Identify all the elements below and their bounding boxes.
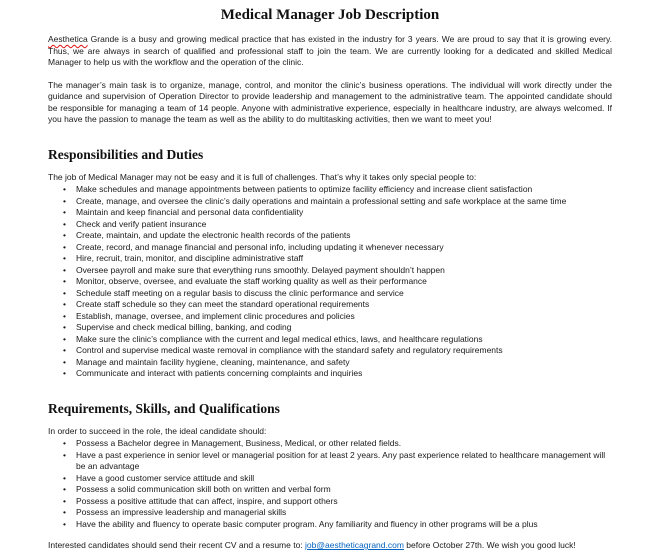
bullet-item: • Check and verify patient insurance [76,219,612,231]
intro-paragraph-1-text: Grande is a busy and growing medical practice that has existed in the industry for 3 years. We are proud to say that it is growing every. Thus, we are always in search of qualified and professional staff to join the team. We are currently looking for a dedicated and skilled Medical Manager to help us with the workflow and the operation of the clinic. [48,34,612,67]
bullet-item: • Maintain and keep financial and personal data confidentiality [76,207,612,219]
responsibilities-heading: Responsibilities and Duties [48,146,204,162]
bullet-item: • Schedule staff meeting on a regular basis to discuss the clinic performance and service [76,288,612,300]
bullet-item: • Manage and maintain facility hygiene, cleaning, maintenance, and safety [76,357,612,369]
requirements-heading: Requirements, Skills, and Qualifications [48,400,280,416]
bullet-item: • Establish, manage, oversee, and implement clinic procedures and policies [76,311,612,323]
bullet-item: • Have a past experience in senior level or managerial position for at least 2 years. Any past experience related to healthcare management will be an advantage [76,450,612,473]
section-requirements [48,400,612,531]
closing-paragraph [48,540,612,552]
bullet-item: • Supervise and check medical billing, banking, and coding [76,322,612,334]
bullet-item: • Create, maintain, and update the electronic health records of the patients [76,230,612,242]
bullet-item: • Control and supervise medical waste removal in compliance with the standard safety and regulatory requirements [76,345,612,357]
bullet-item: • Create, manage, and oversee the clinic’s daily operations and maintain a professional setting and safe workplace at the same time [76,196,612,208]
email-link[interactable]: job@aestheticagrand.com [305,540,404,550]
bullet-item: • Make sure the clinic’s compliance with the current and legal medical ethics, laws, and healthcare regulations [76,334,612,346]
bullet-item: • Possess a Bachelor degree in Management, Business, Medical, or other related fields. [76,438,612,450]
bullet-item: • Create staff schedule so they can meet the standard operational requirements [76,299,612,311]
bullet-item: • Create, record, and manage financial and personal info, including updating it whenever necessary [76,242,612,254]
bullet-item: • Possess an impressive leadership and managerial skills [76,507,612,519]
bullet-item: • Make schedules and manage appointments between patients to optimize facility efficiency and increase client satisfaction [76,184,612,196]
closing-text-before-link: Interested candidates should send their recent CV and a resume to: [48,540,306,550]
misspelled-word: Aesthetica [48,34,88,44]
requirements-intro: In order to succeed in the role, the ideal candidate should: [48,425,267,436]
requirements-bullet-list [48,438,612,530]
responsibilities-bullet-list [48,184,612,380]
responsibilities-intro: The job of Medical Manager may not be easy and it is full of challenges. That’s why it takes only special people to: [48,171,477,182]
bullet-item: • Oversee payroll and make sure that everything runs smoothly. Delayed payment shouldn’t happen [76,265,612,277]
section-responsibilities [48,146,612,380]
bullet-item: • Communicate and interact with patients concerning complaints and inquiries [76,368,612,380]
bullet-item: • Hire, recruit, train, monitor, and discipline administrative staff [76,253,612,265]
closing-text-after-link: before October 27th. We wish you good luck! [403,540,576,550]
bullet-item: • Possess a positive attitude that can affect, inspire, and support others [76,496,612,508]
bullet-item: • Have the ability and fluency to operate basic computer program. Any familiarity and fluency in other programs will be a plus [76,519,612,531]
document-title: Medical Manager Job Description [220,7,440,23]
intro-paragraph-1 [48,34,612,69]
intro-paragraph-2: The manager’s main task is to organize, manage, control, and monitor the clinic’s business operations. The individual will work directly under the guidance and supervision of Operation Director to provide leadership and management to the administrative team. The appointed candidate should be responsible for managing a team of 14 people. Anyone with administrative experience, especially in healthcare industry, are always welcomed. If you have the passion to manage the team as well as the ability to do multitasking activities, then we want to meet you! [48,79,612,124]
bullet-item: • Monitor, observe, oversee, and evaluate the staff working quality as well as their performance [76,276,612,288]
bullet-item: • Have a good customer service attitude and skill [76,473,612,485]
bullet-item: • Possess a solid communication skill both on written and verbal form [76,484,612,496]
